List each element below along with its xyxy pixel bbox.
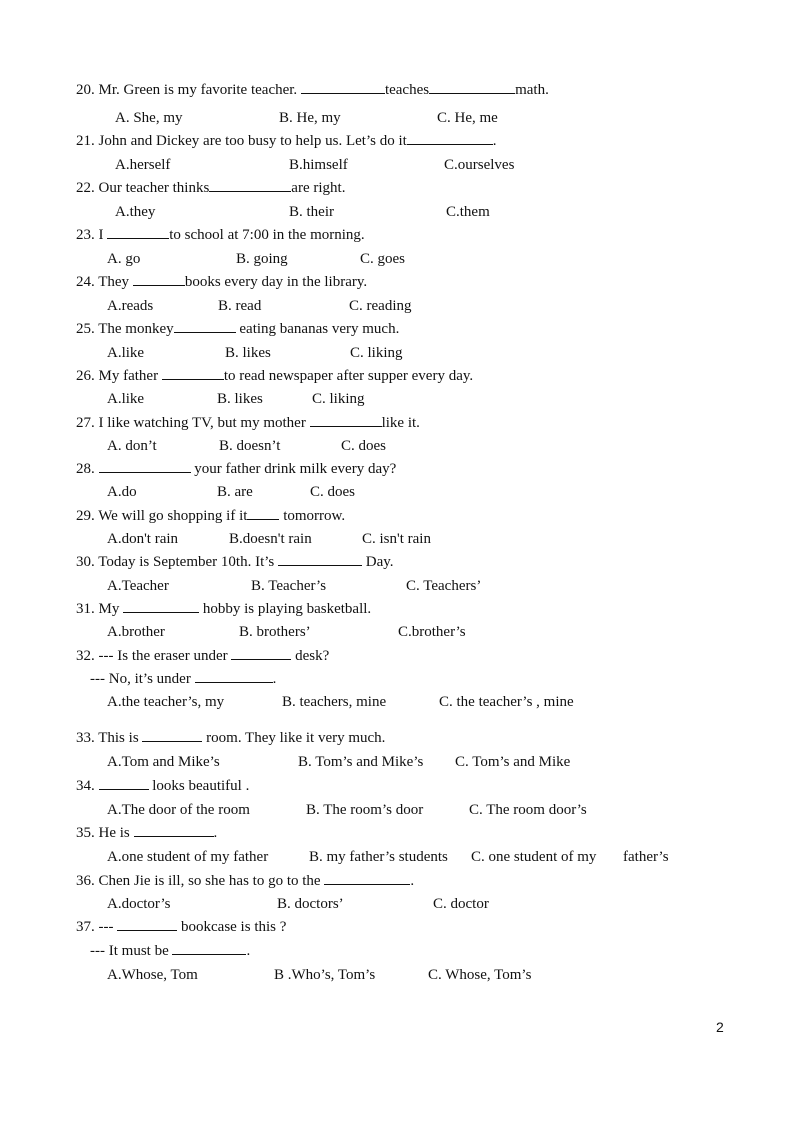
question-22: 22. Our teacher thinks are right. [76,180,346,196]
question-37-reply: --- It must be . [90,943,251,959]
option-b: B. Tom’s and Mike’s [298,754,424,770]
option-b: B. doctors’ [277,896,344,912]
option-a: A.one student of my father [107,849,269,865]
answer-blank [429,81,515,94]
answer-blank [133,273,185,286]
question-26: 26. My father to read newspaper after supper every day. [76,368,474,384]
option-a: A. don’t [107,438,157,454]
option-b: B. teachers, mine [282,694,387,710]
option-a: A.like [107,345,145,361]
answer-blank [107,226,169,239]
option-b: B. The room’s door [306,802,424,818]
answer-blank [99,460,191,473]
answer-blank [324,872,410,885]
option-b: B. Teacher’s [251,578,327,594]
question-36: 36. Chen Jie is ill, so she has to go to the . [76,873,415,889]
option-c: C. He, me [437,110,498,126]
question-29: 29. We will go shopping if it tomorrow. [76,508,346,524]
question-20: 20. Mr. Green is my favorite teacher. teaches math. [76,82,549,98]
question-23: 23. I to school at 7:00 in the morning. [76,227,365,243]
question-31: 31. My hobby is playing basketball. [76,601,372,617]
answer-blank [278,553,362,566]
option-b: B.himself [289,157,348,173]
question-32-reply: --- No, it’s under . [90,671,277,687]
option-b: B. my father’s students [309,849,448,865]
option-c: C. isn't rain [362,531,431,547]
option-c: C. does [341,438,386,454]
option-a: A.they [115,204,156,220]
option-a: A.Teacher [107,578,169,594]
option-a: A.The door of the room [107,802,250,818]
answer-blank [134,824,214,837]
option-b: B. brothers’ [239,624,311,640]
option-c: C.brother’s [398,624,466,640]
option-a: A.reads [107,298,154,314]
answer-blank [301,81,385,94]
answer-blank [310,414,382,427]
answer-blank [174,320,236,333]
question-28: 28. your father drink milk every day? [76,461,397,477]
option-c: C. one student of my [471,849,597,865]
question-37: 37. --- bookcase is this ? [76,919,287,935]
answer-blank [123,600,199,613]
option-b: B .Who’s, Tom’s [274,967,376,983]
option-b: B. read [218,298,262,314]
option-c: C. Teachers’ [406,578,482,594]
option-b: B. their [289,204,334,220]
option-b: B. He, my [279,110,341,126]
option-b: B. are [217,484,253,500]
option-b: B. likes [225,345,271,361]
option-a: A. go [107,251,141,267]
option-a: A.like [107,391,145,407]
option-a: A.doctor’s [107,896,171,912]
option-a: A.don't rain [107,531,179,547]
option-a: A. She, my [115,110,183,126]
option-a: A.brother [107,624,165,640]
option-b: B. likes [217,391,263,407]
option-a: A.herself [115,157,171,173]
option-c-continued: father’s [623,849,669,865]
question-25: 25. The monkey eating bananas very much. [76,321,400,337]
question-33: 33. This is room. They like it very much. [76,730,386,746]
question-21: 21. John and Dickey are too busy to help us. Let’s do it . [76,133,497,149]
option-c: C.ourselves [444,157,515,173]
option-a: A.do [107,484,137,500]
option-c: C. Tom’s and Mike [455,754,571,770]
option-c: C. liking [350,345,403,361]
option-c: C. doctor [433,896,489,912]
answer-blank [231,647,291,660]
option-c: C. goes [360,251,405,267]
option-c: C. The room door’s [469,802,587,818]
answer-blank [247,507,279,520]
option-b: B.doesn't rain [229,531,312,547]
option-a: A.Whose, Tom [107,967,198,983]
option-c: C. liking [312,391,365,407]
answer-blank [117,918,177,931]
answer-blank [195,670,273,683]
option-a: A.Tom and Mike’s [107,754,220,770]
question-34: 34. looks beautiful . [76,778,250,794]
question-24: 24. They books every day in the library. [76,274,368,290]
answer-blank [407,132,493,145]
answer-blank [99,777,149,790]
question-32: 32. --- Is the eraser under desk? [76,648,330,664]
answer-blank [142,729,202,742]
option-a: A.the teacher’s, my [107,694,225,710]
question-30: 30. Today is September 10th. It’s Day. [76,554,394,570]
answer-blank [209,179,291,192]
option-c: C. Whose, Tom’s [428,967,532,983]
answer-blank [172,942,246,955]
page-number: 2 [716,1019,724,1035]
question-35: 35. He is . [76,825,218,841]
option-c: C. reading [349,298,412,314]
option-c: C.them [446,204,490,220]
question-27: 27. I like watching TV, but my mother like it. [76,415,420,431]
option-b: B. going [236,251,288,267]
option-c: C. does [310,484,355,500]
answer-blank [162,367,224,380]
option-c: C. the teacher’s , mine [439,694,574,710]
option-b: B. doesn’t [219,438,281,454]
